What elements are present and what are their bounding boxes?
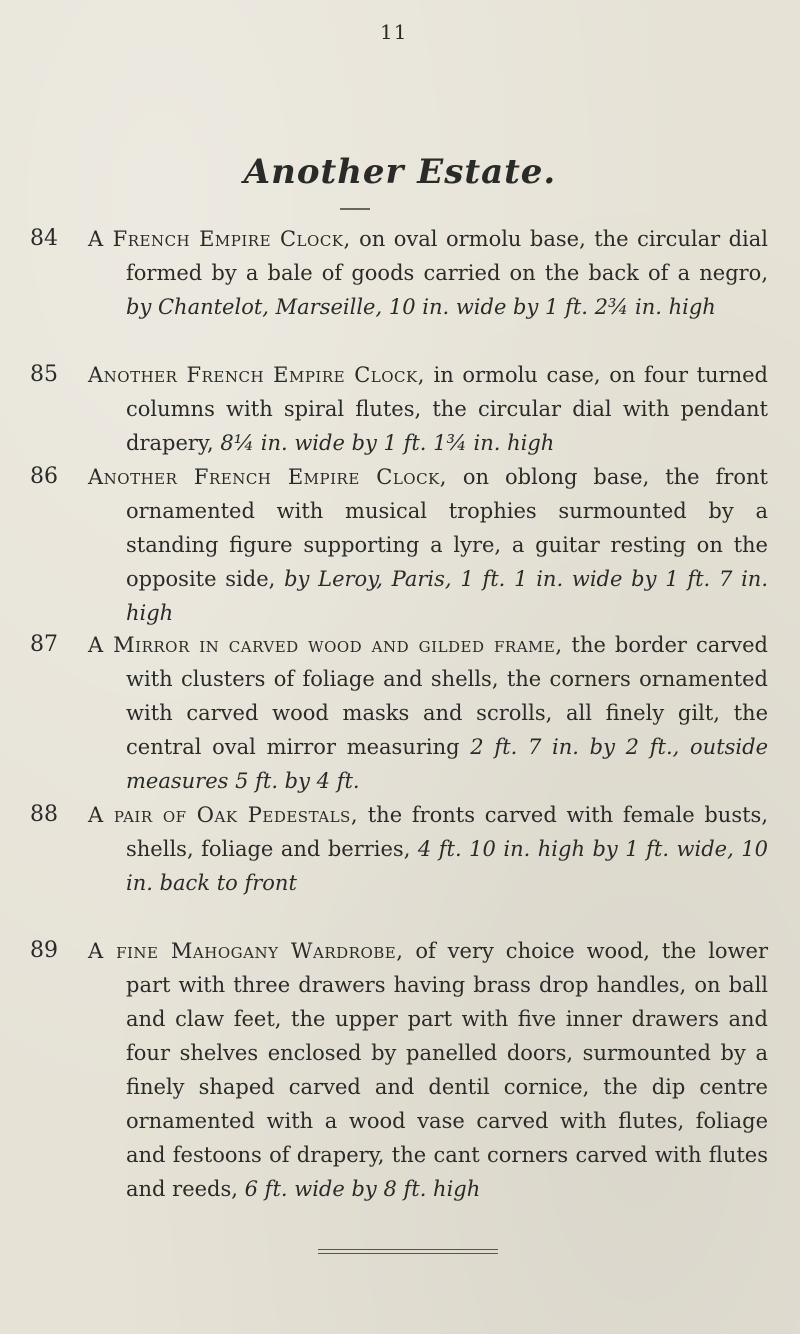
lot-body: the fronts carved with female busts, shells, foliage and berries,: [126, 803, 769, 861]
lot-lead: Another French Empire Clock,: [88, 465, 447, 489]
lot-dimensions: by Chantelot, Marseille, 10 in. wide by 1 ft. 2¾ in. high: [126, 295, 716, 319]
lot-dimensions: 8¼ in. wide by 1 ft. 1¾ in. high: [220, 431, 555, 455]
lot-body: on oblong base, the front ornamented with musical trophies surmounted by a standing figure supporting a lyre, a guitar resting on the opposite side,: [126, 465, 768, 591]
lot-description: [88, 358, 768, 460]
lot-lead: A pair of Oak Pedestals,: [88, 803, 359, 827]
lot-description: [88, 934, 768, 1206]
section-title: Another Estate.: [243, 152, 557, 192]
lot-description: [88, 628, 768, 798]
lot-dimensions: 4 ft. 10 in. high by 1 ft. wide, 10 in. back to front: [126, 837, 768, 895]
page-number: 11: [380, 20, 408, 44]
end-divider: [318, 1249, 498, 1254]
title-divider: [340, 208, 370, 210]
lot-description: [88, 222, 768, 324]
lot-body: on oval ormolu base, the circular dial formed by a bale of goods carried on the back of a negro,: [126, 227, 769, 285]
lot-body: the border carved with clusters of foliage and shells, the corners ornamented with carved wood masks and scrolls, all finely gilt, the central oval mirror measuring: [126, 633, 768, 759]
lot-dimensions: 2 ft. 7 in. by 2 ft., outside measures 5 ft. by 4 ft.: [126, 735, 768, 793]
lot-dimensions: 6 ft. wide by 8 ft. high: [244, 1177, 481, 1201]
lot-lead: A fine Mahogany Wardrobe,: [88, 939, 404, 963]
lot-number: 84: [30, 226, 58, 251]
lot-lead: Another French Empire Clock,: [88, 363, 425, 387]
lot-number: 85: [30, 362, 58, 387]
lot-lead: A Mirror in carved wood and gilded frame,: [88, 633, 563, 657]
lot-dimensions: by Leroy, Paris, 1 ft. 1 in. wide by 1 ft. 7 in. high: [126, 567, 769, 625]
lot-number: 87: [30, 632, 58, 657]
lot-description: [88, 798, 768, 900]
lot-body: of very choice wood, the lower part with three drawers having brass drop handles, on ball and claw feet, the upper part with five inner drawers and four shelves enclosed by panelled doors, surmounted by a finely shaped carved and dentil cornice, the dip centre ornamented with a wood vase carved with flutes, foliage and festoons of drapery, the cant corners carved with flutes and reeds,: [126, 939, 768, 1201]
lot-number: 88: [30, 802, 58, 827]
lot-lead: A French Empire Clock,: [88, 227, 351, 251]
lot-body: in ormolu case, on four turned columns with spiral flutes, the circular dial with pendant drapery,: [126, 363, 768, 455]
lot-description: [88, 460, 768, 630]
lot-number: 89: [30, 938, 58, 963]
lot-number: 86: [30, 464, 58, 489]
